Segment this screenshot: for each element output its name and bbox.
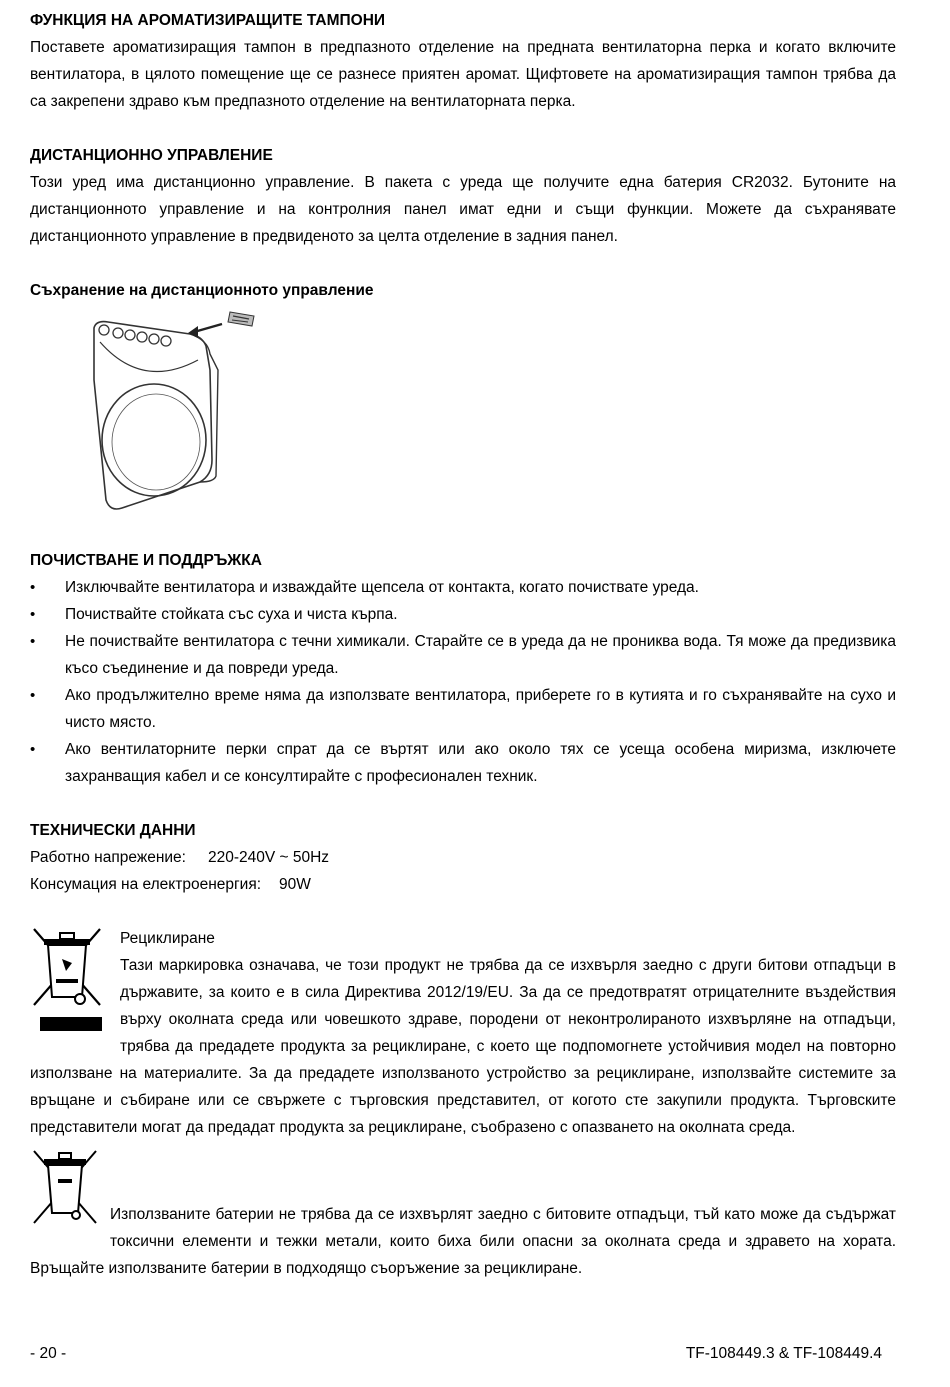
- recycling-text: Тази маркировка означава, че този продукт не трябва да се изхвърля заедно с други битови отпадъци в държавите, за които е в сила Директива 2012/19/EU. За да се предотвратят отрицателните въздействия върху околната среда или човешкото здраве, породени от неконтролираното изхвърляне на отпадъци, трябва да предадете продукта за рециклиране, с което ще подпомогнете устойчивия модел на повторно използване на материалите. За да предадете използваното устройство за рециклиране, използвайте системите за връщане и събиране или се свържете с търговския представител, от когото сте закупили продукта. Търговските представители могат да предадат продукта за рециклиране, съобразено с опазването на околната среда.: [30, 957, 896, 1136]
- crossed-bin-icon: [30, 925, 118, 1035]
- fan-remote-storage-illustration: [82, 310, 282, 520]
- remote-section-title: ДИСТАНЦИОННО УПРАВЛЕНИЕ: [30, 147, 273, 164]
- recycling-block: [30, 925, 896, 1141]
- cleaning-list: [30, 574, 896, 790]
- list-item: • Почиствайте стойката със суха и чиста кърпа.: [30, 601, 896, 628]
- aroma-section-title: ФУНКЦИЯ НА АРОМАТИЗИРАЩИТЕ ТАМПОНИ: [30, 12, 386, 29]
- remote-storage-figure: [30, 304, 896, 547]
- crossed-bin-battery-icon: [30, 1147, 110, 1229]
- list-item: • Не почиствайте вентилатора с течни химикали. Старайте се в уреда да не прониква вода. Тя може да предизвика късо съединение и да повреди уреда.: [30, 628, 896, 682]
- bullet-glyph: •: [30, 633, 36, 650]
- manual-page: [30, 7, 896, 1282]
- bullet-glyph: •: [30, 741, 36, 758]
- model-number: TF-108449.3 & TF-108449.4: [685, 1345, 882, 1362]
- bullet-glyph: •: [30, 606, 36, 623]
- batteries-text: Използваните батерии не трябва да се изхвърлят заедно с битовите отпадъци, тъй като може да съдържат токсични елементи и тежки метали, които биха били опасни за околната среда и здравето на хората. Връщайте използваните батерии в подходящо съоръжение за рециклиране.: [30, 1206, 896, 1277]
- list-item: • Изключвайте вентилатора и изваждайте щепсела от контакта, когато почиствате уреда.: [30, 574, 896, 601]
- bullet-glyph: •: [30, 579, 36, 596]
- aroma-section-text: Поставете ароматизиращия тампон в предпазното отделение на предната вентилаторна перка и когато включите вентилатора, в цялото помещение ще се разнесе приятен аромат. Щифтовете на ароматизиращия тампон трябва да са закрепени здраво към предпазното отделение на вентилаторната перка.: [30, 39, 896, 110]
- list-item: • Ако продължително време няма да използвате вентилатора, приберете го в кутията и го съхранявайте на сухо и чисто място.: [30, 682, 896, 736]
- spec-power: Консумация на електроенергия: 90W: [30, 876, 311, 893]
- spec-voltage: Работно напрежение: 220-240V ~ 50Hz: [30, 849, 330, 866]
- batteries-block: [30, 1147, 896, 1282]
- page-footer: [30, 1340, 882, 1367]
- list-item: • Ако вентилаторните перки спрат да се въртят или ако около тях се усеща особена миризма, изключете захранващия кабел и се консултирайте с професионален техник.: [30, 736, 896, 790]
- remote-storage-title: Съхранение на дистанционното управление: [30, 282, 374, 299]
- cleaning-section-title: ПОЧИСТВАНЕ И ПОДДРЪЖКА: [30, 552, 262, 569]
- page-number: - 20 -: [30, 1345, 67, 1362]
- remote-section-text: Този уред има дистанционно управление. В пакета с уреда ще получите една батерия CR2032. Бутоните на дистанционното управление и на контролния панел имат едни и същи функции. Можете да съхранявате дистанционното управление в предвиденото за целта отделение в задния панел.: [30, 174, 896, 245]
- bullet-glyph: •: [30, 687, 36, 704]
- recycling-heading: Рециклиране: [120, 930, 215, 947]
- tech-data-title: ТЕХНИЧЕСКИ ДАННИ: [30, 822, 196, 839]
